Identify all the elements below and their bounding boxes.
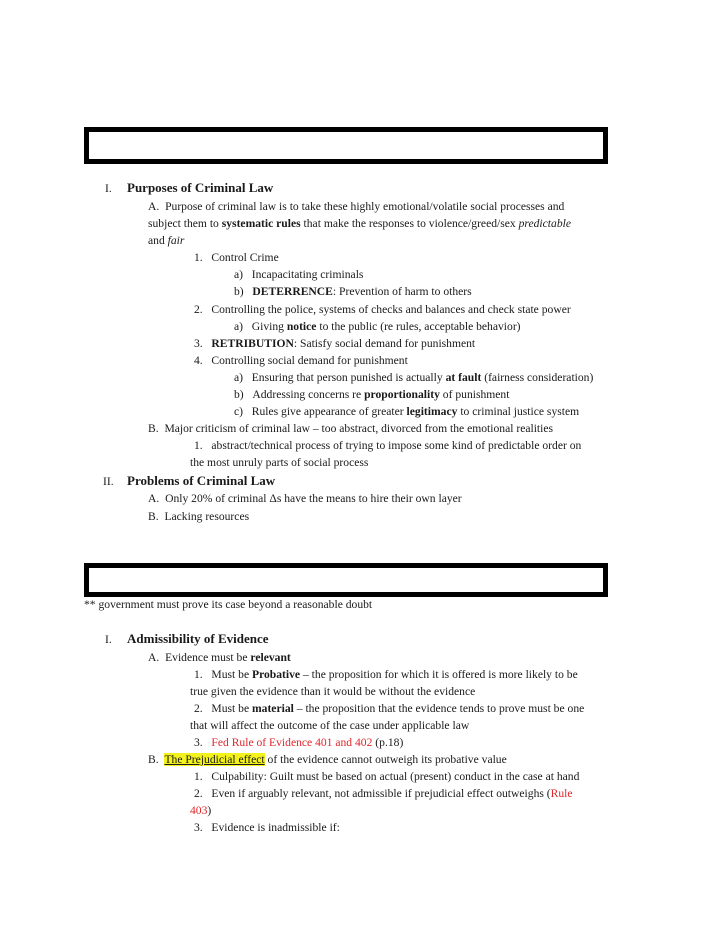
item-B: B. Major criticism of criminal law – too abstract, divorced from the emotional realities [148,422,554,435]
item-B1-line2: the most unruly parts of social process [190,456,369,469]
item-2A: A. Evidence must be relevant [148,651,291,664]
item-2A3: 3. Fed Rule of Evidence 401 and 402 (p.18) [194,736,404,749]
item-A4a: a) Ensuring that person punished is actually at fault (fairness consideration) [234,371,594,384]
rule-401-402-link: Fed Rule of Evidence 401 and 402 [211,736,373,749]
item-2B: B. The Prejudicial effect of the evidence cannot outweigh its probative value [148,753,507,766]
item-2A2-line1: 2. Must be material – the proposition that the evidence tends to prove must be one [194,702,585,715]
item-A-line1: A. Purpose of criminal law is to take these highly emotional/volatile social processes and [148,200,565,213]
note-reasonable-doubt: ** government must prove its case beyond a reasonable doubt [84,598,373,611]
item-2B1: 1. Culpability: Guilt must be based on actual (present) conduct in the case at hand [194,770,580,783]
section-header-box-2 [84,563,608,597]
item-2A1-line1: 1. Must be Probative – the proposition for which it is offered is more likely to be [194,668,578,681]
item-A4: 4. Controlling social demand for punishment [194,354,408,367]
item-IIB: B. Lacking resources [148,510,250,523]
heading-purposes: I. Purposes of Criminal Law [105,180,274,195]
item-A3: 3. RETRIBUTION: Satisfy social demand for punishment [194,337,476,350]
item-A2a: a) Giving notice to the public (re rules, acceptable behavior) [234,320,521,333]
item-A4b: b) Addressing concerns re proportionality of punishment [234,388,510,401]
item-B1-line1: 1. abstract/technical process of trying to impose some kind of predictable order on [194,439,582,452]
item-2B2-line1: 2. Even if arguably relevant, not admissible if prejudicial effect outweighs (Rule [194,787,573,800]
item-A1: 1. Control Crime [194,251,279,264]
item-2B3: 3. Evidence is inadmissible if: [194,821,340,834]
item-A1a: a) Incapacitating criminals [234,268,364,281]
item-A1b: b) DETERRENCE: Prevention of harm to others [234,285,472,298]
section-header-box-1 [84,127,608,164]
item-2A1-line2: true given the evidence than it would be without the evidence [190,685,476,698]
heading-admissibility: I. Admissibility of Evidence [105,631,269,646]
item-A-line3: and fair [148,234,185,247]
heading-problems: II. Problems of Criminal Law [103,473,276,488]
highlighted-prejudicial-effect: The Prejudicial effect [164,753,265,766]
item-A-line2: subject them to systematic rules that make the responses to violence/greed/sex predictable [148,217,571,230]
item-2B2-line2: 403) [190,804,212,817]
item-A4c: c) Rules give appearance of greater legitimacy to criminal justice system [234,405,580,418]
item-IIA: A. Only 20% of criminal Δs have the means to hire their own layer [148,492,462,505]
item-A2: 2. Controlling the police, systems of checks and balances and check state power [194,303,571,316]
item-2A2-line2: that will affect the outcome of the case under applicable law [190,719,470,732]
